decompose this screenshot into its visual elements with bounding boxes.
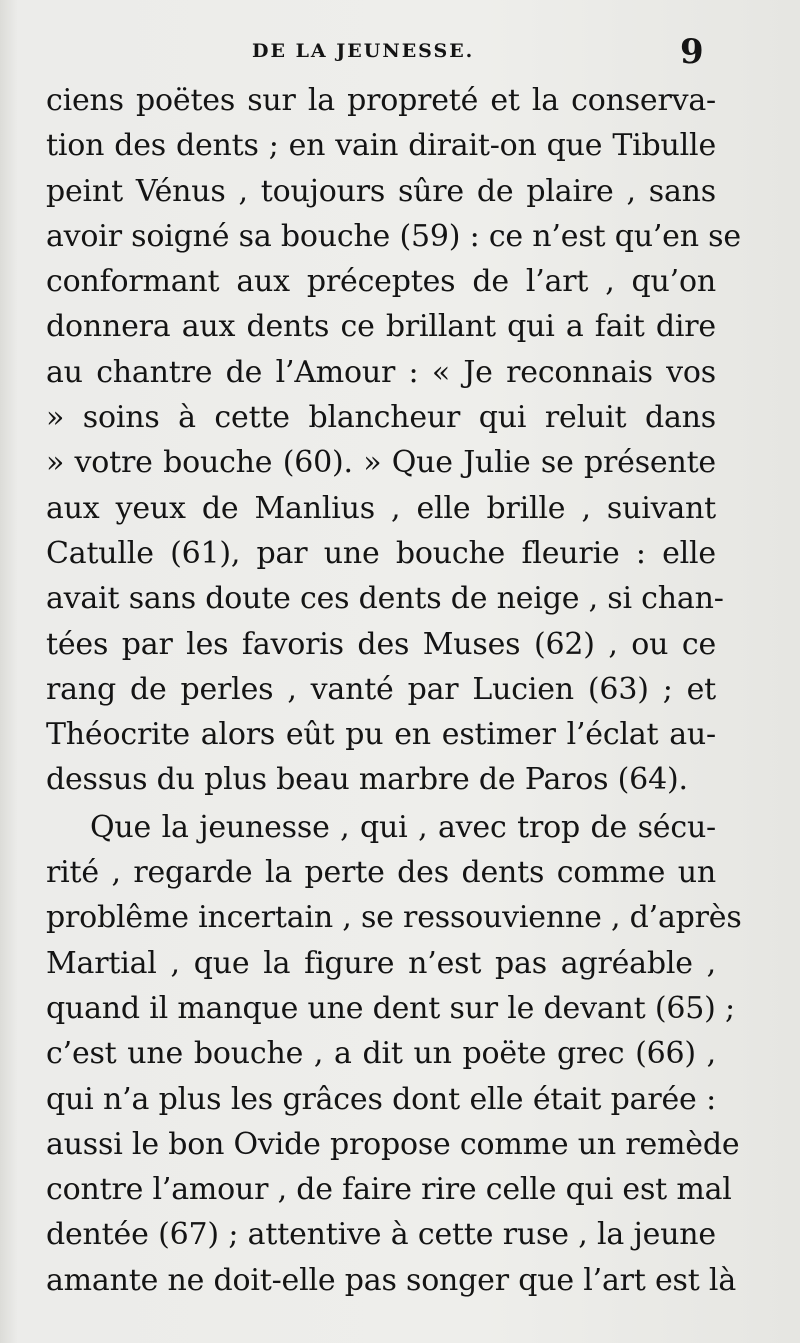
text-line: aux yeux de Manlius , elle brille , suivant [46, 490, 716, 526]
text-line: avait sans doute ces dents de neige , si chan- [46, 581, 724, 617]
text-line: Théocrite alors eût pu en estimer l’éclat au- [46, 717, 716, 753]
text-line: amante ne doit-elle pas songer que l’art est là [46, 1262, 737, 1298]
paragraph-2 [46, 805, 742, 1303]
text-line: Catulle (61), par une bouche fleurie : elle [46, 535, 716, 571]
text-line: contre l’amour , de faire rire celle qui est mal [46, 1172, 732, 1208]
text-line: dentée (67) ; attentive à cette ruse , la jeune [46, 1217, 716, 1253]
text-line: dessus du plus beau marbre de Paros (64). [46, 762, 688, 798]
running-head: DE LA JEUNESSE. [252, 40, 475, 62]
text-line: peint Vénus , toujours sûre de plaire , sans [46, 173, 716, 209]
paragraph-1 [46, 78, 741, 803]
text-line: ciens poëtes sur la propreté et la conserva- [46, 83, 716, 118]
text-line: Martial , que la figure n’est pas agréable , [46, 945, 716, 981]
text-line: problême incertain , se ressouvienne , d’après [46, 900, 742, 936]
text-line: rité , regarde la perte des dents comme un [46, 855, 716, 891]
text-line: conformant aux préceptes de l’art , qu’on [46, 264, 716, 300]
text-line: rang de perles , vanté par Lucien (63) ; et [46, 671, 716, 707]
text-line: » soins à cette blancheur qui reluit dans [46, 400, 716, 436]
text-line: tées par les favoris des Muses (62) , ou ce [46, 626, 716, 662]
text-line: au chantre de l’Amour : « Je reconnais vos [46, 354, 716, 390]
text-line: » votre bouche (60). » Que Julie se présente [46, 445, 716, 481]
text-line: tion des dents ; en vain dirait-on que Tibulle [46, 128, 716, 164]
text-line: donnera aux dents ce brillant qui a fait dire [46, 309, 716, 345]
text-line: avoir soigné sa bouche (59) : ce n’est qu’en se [46, 218, 741, 254]
body-text [46, 78, 742, 1303]
page-header [0, 30, 800, 80]
text-line: Que la jeunesse , qui , avec trop de sécu- [90, 809, 716, 845]
page-number: 9 [680, 32, 704, 72]
text-line: aussi le bon Ovide propose comme un remède [46, 1126, 740, 1162]
text-line: qui n’a plus les grâces dont elle était parée : [46, 1081, 716, 1117]
text-line: c’est une bouche , a dit un poëte grec (66) , [46, 1036, 716, 1072]
text-line: quand il manque une dent sur le devant (65) ; [46, 990, 735, 1026]
